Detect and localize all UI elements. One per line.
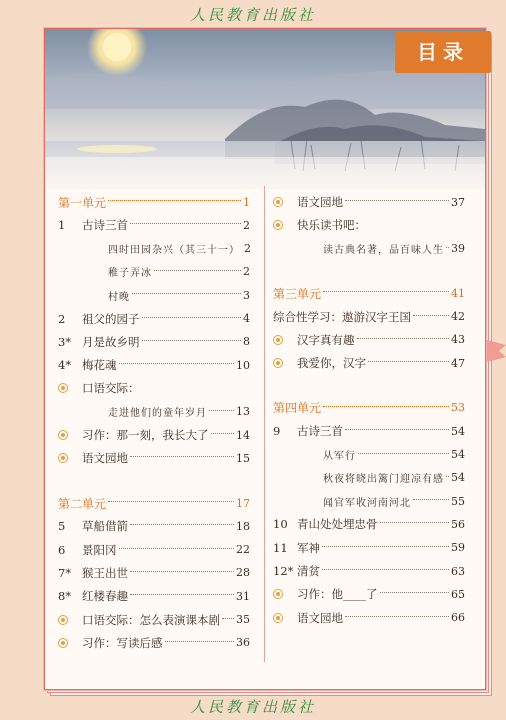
entry-title: 口语交际：怎么表演课本剧 — [82, 612, 220, 627]
toc-entry[interactable] — [273, 330, 465, 350]
page-number: 2 — [243, 218, 250, 232]
page-number: 39 — [451, 242, 465, 256]
lesson-number: 9 — [273, 424, 281, 439]
column-divider — [264, 186, 265, 662]
entry-title: 习作：那一刻，我长大了 — [82, 428, 209, 442]
circle-bullet-icon — [273, 220, 283, 230]
toc-entry[interactable] — [273, 514, 465, 534]
circle-bullet-icon — [273, 335, 283, 345]
lesson-number: 5 — [58, 519, 66, 534]
toc-entry[interactable] — [58, 262, 250, 282]
lesson-number: 12* — [273, 564, 294, 579]
entry-title: 从军行 — [323, 451, 356, 463]
dot-leader — [108, 500, 234, 502]
page-number: 10 — [236, 358, 250, 372]
dot-leader — [211, 432, 235, 434]
toc-entry[interactable] — [273, 584, 465, 604]
page-number: 54 — [451, 448, 465, 462]
bullet-icon — [273, 220, 297, 230]
dot-leader — [413, 314, 449, 316]
page-number: 8 — [243, 335, 250, 349]
dot-leader — [130, 523, 234, 525]
bookmark-ribbon — [487, 340, 506, 362]
page-number: 13 — [236, 405, 250, 419]
page-number: 47 — [451, 356, 465, 370]
entry-title: 军神 — [297, 540, 320, 555]
entry-title: 走进他们的童年岁月 — [108, 408, 207, 420]
circle-bullet-icon — [273, 197, 283, 207]
dot-leader — [322, 568, 449, 570]
toc-entry[interactable] — [58, 563, 250, 583]
dot-leader — [380, 521, 450, 523]
publisher-logo-bottom: 人民教育出版社 — [189, 698, 316, 716]
toc-entry[interactable] — [273, 421, 465, 441]
toc-entry[interactable] — [273, 561, 465, 581]
entry-title: 习作：他____了 — [297, 587, 378, 602]
lesson-number: 2 — [58, 311, 66, 326]
lesson-number: 4* — [58, 358, 72, 373]
page-number: 43 — [451, 333, 465, 347]
toc-entry[interactable] — [58, 402, 250, 422]
toc-entry[interactable] — [273, 192, 465, 212]
toc-entry[interactable] — [58, 540, 250, 560]
lesson-number: 8* — [58, 589, 72, 604]
toc-entry[interactable] — [58, 332, 250, 352]
toc-entry[interactable] — [58, 215, 250, 235]
page-number: 42 — [451, 310, 465, 324]
dot-leader — [142, 316, 242, 318]
entry-title: 稚子弄冰 — [108, 268, 152, 280]
dot-leader — [130, 455, 234, 457]
entry-title: 景阳冈 — [82, 542, 117, 557]
toc-entry[interactable] — [58, 309, 250, 329]
dot-leader — [222, 617, 234, 619]
lesson-number: 6 — [58, 542, 66, 557]
dot-leader — [413, 498, 449, 500]
toc-entry[interactable] — [273, 307, 465, 327]
page-number: 37 — [451, 195, 465, 209]
dot-leader — [119, 547, 235, 549]
circle-bullet-icon — [273, 613, 283, 623]
toc-entry[interactable] — [58, 633, 250, 653]
toc-entry[interactable] — [58, 355, 250, 375]
toc-unit-heading[interactable] — [273, 283, 465, 303]
circle-bullet-icon — [58, 383, 68, 393]
toc-entry[interactable] — [58, 586, 250, 606]
dot-leader — [119, 362, 235, 364]
toc-entry[interactable] — [58, 378, 250, 398]
publisher-logo-top: 人民教育出版社 — [189, 6, 316, 24]
page-number: 22 — [236, 543, 250, 557]
circle-bullet-icon — [58, 615, 68, 625]
bullet-icon — [273, 613, 297, 623]
toc-entry[interactable] — [273, 445, 465, 465]
dot-leader — [345, 428, 449, 430]
page-number: 17 — [236, 496, 250, 510]
page-number: 36 — [236, 636, 250, 650]
dot-leader — [345, 615, 449, 617]
lesson-number: 3* — [58, 334, 72, 349]
toc-title-tab: 目录 — [395, 31, 491, 73]
page-number: 15 — [236, 451, 250, 465]
entry-title: 古诗三首 — [82, 218, 128, 233]
bullet-icon — [58, 638, 82, 648]
entry-title: 四时田园杂兴（其三十一） — [108, 245, 240, 257]
entry-title: 青山处处埋忠骨 — [297, 517, 378, 532]
bullet-icon — [273, 589, 297, 599]
bullet-icon — [58, 383, 82, 393]
toc-entry[interactable] — [273, 353, 465, 373]
dot-leader — [323, 405, 449, 407]
dot-leader — [154, 269, 241, 271]
dot-leader — [130, 570, 234, 572]
lesson-number: 10 — [273, 517, 288, 532]
toc-entry[interactable] — [273, 491, 465, 511]
entry-title: 清贫 — [297, 564, 320, 579]
page-number: 55 — [451, 494, 465, 508]
bullet-icon — [273, 197, 297, 207]
dot-leader — [322, 545, 449, 547]
page-number: 31 — [236, 589, 250, 603]
entry-title: 快乐读书吧： — [297, 218, 366, 233]
circle-bullet-icon — [58, 638, 68, 648]
dot-leader — [165, 640, 235, 642]
dot-leader — [380, 591, 450, 593]
entry-title: 猴王出世 — [82, 565, 128, 580]
page-number: 3 — [243, 288, 250, 302]
toc-entry[interactable] — [273, 215, 465, 235]
entry-title: 语文园地 — [82, 451, 128, 466]
dot-leader — [345, 199, 449, 201]
page-number: 53 — [451, 401, 465, 415]
dot-leader — [209, 409, 234, 411]
toc-unit-heading[interactable] — [58, 192, 250, 212]
entry-title: 祖父的园子 — [82, 311, 140, 326]
entry-title: 第一单元 — [58, 195, 107, 210]
entry-title: 红楼春趣 — [82, 589, 128, 604]
entry-title: 月是故乡明 — [82, 334, 140, 349]
dot-leader — [142, 339, 242, 341]
page-number: 54 — [451, 471, 465, 485]
toc-entry[interactable] — [58, 610, 250, 630]
page-number: 66 — [451, 611, 465, 625]
entry-title: 读古典名著，品百味人生 — [323, 245, 444, 257]
entry-title: 综合性学习：遨游汉字王国 — [273, 309, 411, 324]
bullet-icon — [58, 430, 82, 440]
entry-title: 古诗三首 — [297, 424, 343, 439]
toc-entry[interactable] — [273, 608, 465, 628]
toc-entry[interactable] — [58, 239, 250, 259]
page-number: 18 — [236, 519, 250, 533]
page-number: 2 — [244, 242, 251, 256]
toc-unit-heading[interactable] — [58, 493, 250, 513]
toc-entry[interactable] — [58, 516, 250, 536]
lesson-number: 11 — [273, 540, 288, 555]
entry-title: 口语交际： — [82, 381, 140, 396]
page-number: 28 — [236, 566, 250, 580]
entry-title: 秋夜将晓出篱门迎凉有感 — [323, 474, 444, 486]
dot-leader — [368, 360, 449, 362]
entry-title: 语文园地 — [297, 195, 343, 209]
page-number: 63 — [451, 564, 465, 578]
entry-title: 我爱你，汉字 — [297, 356, 366, 371]
page-number: 65 — [451, 587, 465, 601]
dot-leader — [132, 292, 241, 294]
toc-entry[interactable] — [58, 425, 250, 445]
bullet-icon — [58, 615, 82, 625]
page-number: 4 — [243, 312, 250, 325]
entry-title: 第四单元 — [273, 401, 322, 416]
entry-title: 草船借箭 — [82, 519, 128, 534]
page-number: 41 — [451, 286, 465, 300]
entry-title: 习作：写读后感 — [82, 635, 163, 650]
circle-bullet-icon — [58, 430, 68, 440]
entry-title: 第二单元 — [58, 496, 107, 511]
toc-entry[interactable] — [273, 538, 465, 558]
dot-leader — [446, 246, 449, 248]
toc-entry[interactable] — [58, 285, 250, 305]
dot-leader — [323, 290, 449, 292]
dot-leader — [108, 199, 241, 201]
dot-leader — [130, 593, 234, 595]
entry-title: 汉字真有趣 — [297, 332, 355, 347]
page-number: 14 — [236, 428, 250, 442]
entry-title: 村晚 — [108, 291, 130, 303]
dot-leader — [358, 452, 449, 454]
toc-entry[interactable] — [58, 448, 250, 468]
dot-leader — [357, 337, 450, 339]
page-number: 1 — [243, 195, 250, 209]
bullet-icon — [273, 335, 297, 345]
toc-entry[interactable] — [273, 239, 465, 259]
circle-bullet-icon — [273, 589, 283, 599]
bullet-icon — [273, 358, 297, 368]
page-number: 56 — [451, 517, 465, 531]
page-number: 35 — [236, 613, 250, 627]
circle-bullet-icon — [58, 453, 68, 463]
page-number: 54 — [451, 424, 465, 438]
toc-entry[interactable] — [273, 468, 465, 488]
lesson-number: 7* — [58, 565, 72, 580]
page-number: 59 — [451, 541, 465, 555]
bullet-icon — [58, 453, 82, 463]
toc-unit-heading[interactable] — [273, 398, 465, 418]
dot-leader — [446, 475, 449, 477]
entry-title: 第三单元 — [273, 286, 322, 301]
dot-leader — [130, 222, 241, 224]
circle-bullet-icon — [273, 358, 283, 368]
entry-title: 梅花魂 — [82, 358, 117, 373]
entry-title: 闻官军收河南河北 — [323, 497, 411, 509]
entry-title: 语文园地 — [297, 610, 343, 625]
lesson-number: 1 — [58, 218, 66, 233]
page-number: 2 — [243, 265, 250, 279]
